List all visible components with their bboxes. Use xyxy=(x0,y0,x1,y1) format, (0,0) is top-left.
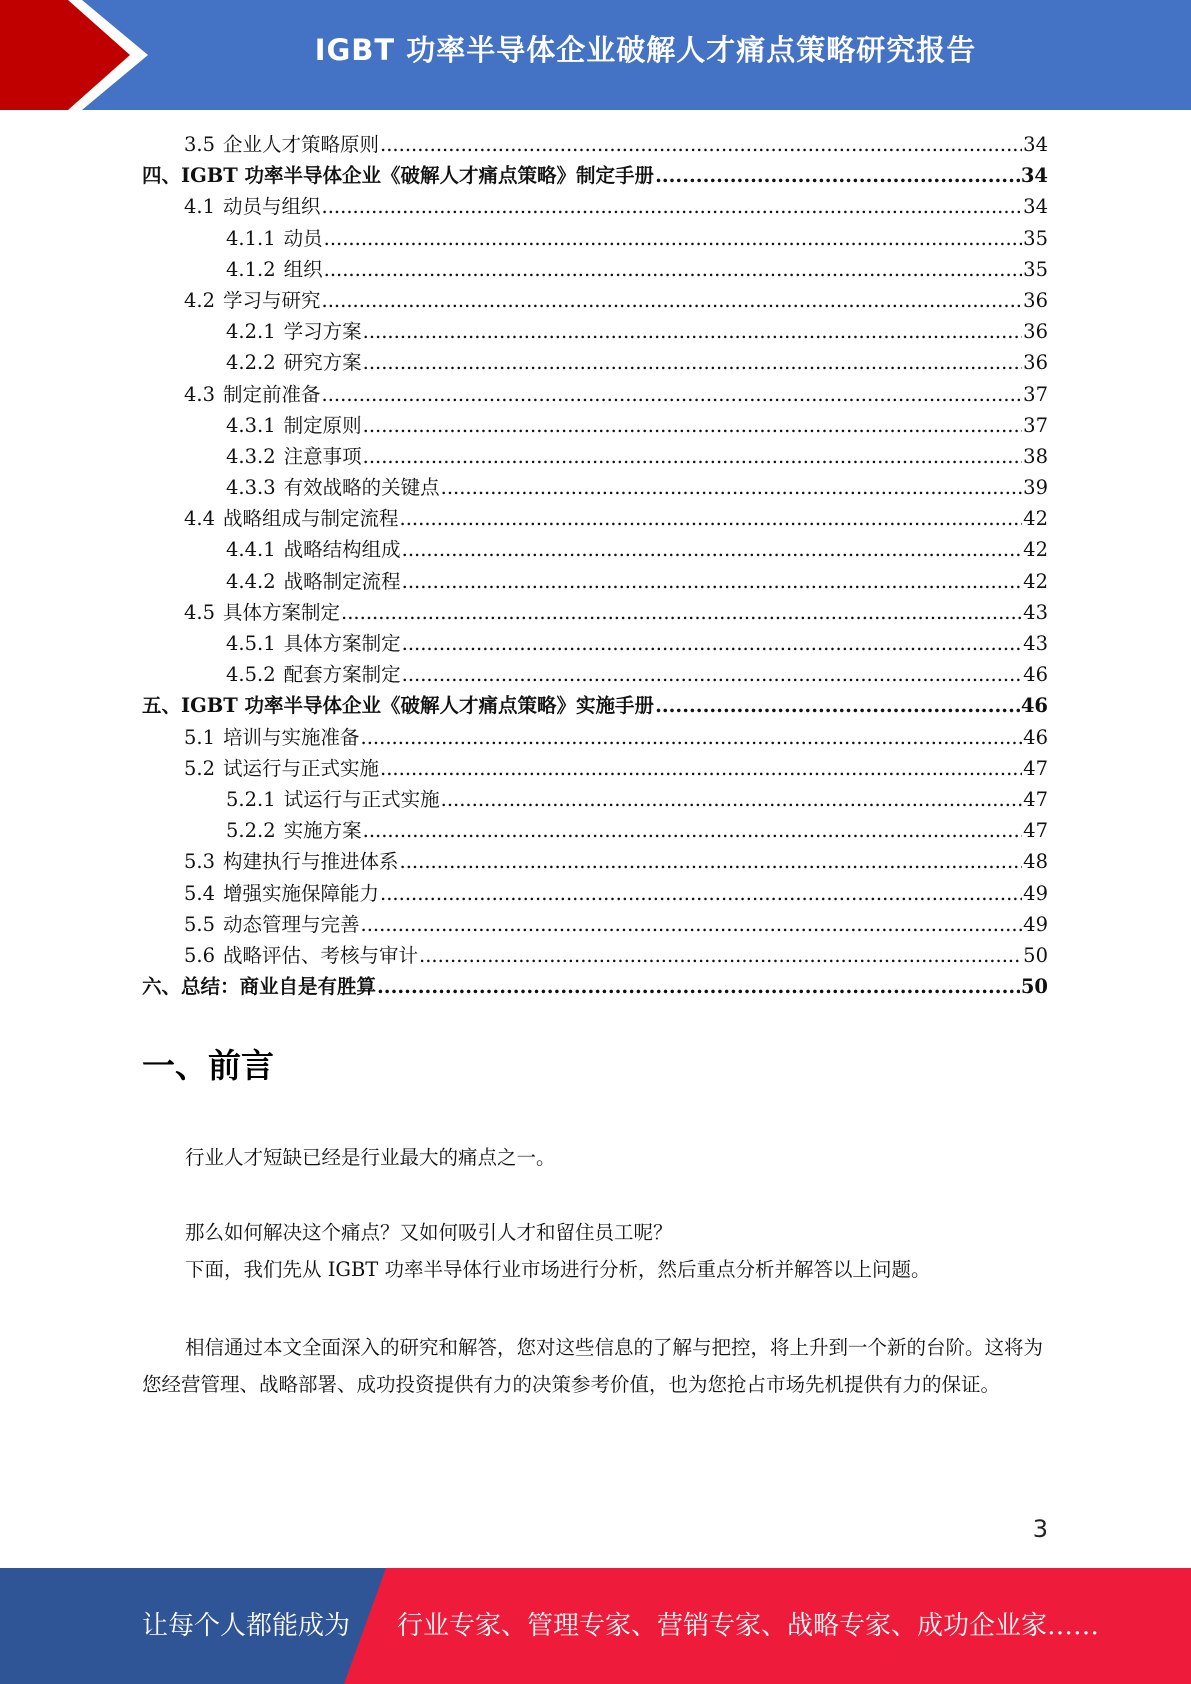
toc-entry-title: 企业人才策略原则 xyxy=(223,133,380,156)
toc-entry-number: 4.5.1 xyxy=(226,632,276,655)
toc-dot-leader xyxy=(419,944,1022,967)
toc-dot-leader xyxy=(363,414,1023,437)
toc-dot-leader xyxy=(402,663,1023,686)
toc-dot-leader xyxy=(402,570,1023,593)
toc-entry-page: 42 xyxy=(1023,507,1048,531)
toc-entry[interactable] xyxy=(142,940,1048,971)
toc-entry-page: 50 xyxy=(1023,943,1048,967)
toc-entry[interactable] xyxy=(142,379,1048,410)
toc-entry-number: 5.6 xyxy=(184,943,216,967)
toc-entry-page: 47 xyxy=(1023,819,1048,843)
header-banner xyxy=(0,0,1191,110)
toc-entry[interactable] xyxy=(142,316,1048,347)
toc-entry[interactable] xyxy=(142,628,1048,659)
toc-dot-leader xyxy=(380,882,1022,905)
toc-dot-leader xyxy=(363,351,1023,374)
toc-entry-title: 学习与研究 xyxy=(223,288,321,312)
report-title: IGBT 功率半导体企业破解人才痛点策略研究报告 xyxy=(314,33,977,67)
toc-entry-page: 36 xyxy=(1023,288,1048,312)
toc-entry[interactable] xyxy=(142,223,1048,254)
toc-entry[interactable] xyxy=(142,472,1048,503)
toc-entry-title: 四、IGBT 功率半导体企业《破解人才痛点策略》制定手册 xyxy=(142,164,655,188)
toc-dot-leader xyxy=(363,819,1023,842)
toc-entry-number: 4.2.1 xyxy=(226,320,276,344)
toc-entry-title: 六、总结：商业自是有胜算 xyxy=(142,975,377,999)
toc-entry-title: 学习方案 xyxy=(283,320,362,344)
toc-entry-title: 研究方案 xyxy=(283,351,362,375)
toc-entry[interactable] xyxy=(142,753,1048,784)
toc-entry-page: 46 xyxy=(1023,663,1048,687)
toc-entry-title: 增强实施保障能力 xyxy=(223,881,380,905)
toc-entry-number: 5.2.1 xyxy=(226,787,276,811)
toc-entry[interactable] xyxy=(142,441,1048,472)
toc-entry-number: 4.4 xyxy=(184,507,216,531)
paragraph: 下面，我们先从 IGBT 功率半导体行业市场进行分析，然后重点分析并解答以上问题。 xyxy=(185,1258,931,1281)
footer-slogan-right: 行业专家、管理专家、营销专家、战略专家、成功企业家…… xyxy=(397,1611,1100,1641)
paragraph: 行业人才短缺已经是行业最大的痛点之一。 xyxy=(185,1146,556,1169)
toc-dot-leader xyxy=(400,507,1023,530)
toc-entry[interactable] xyxy=(142,503,1048,534)
toc-entry-number: 3.5 xyxy=(184,133,216,156)
toc-entry-page: 38 xyxy=(1023,444,1048,468)
toc-entry-number: 5.3 xyxy=(184,850,216,874)
toc-dot-leader xyxy=(322,195,1023,218)
toc-dot-leader xyxy=(441,788,1023,811)
toc-entry[interactable] xyxy=(142,690,1048,721)
toc-entry[interactable] xyxy=(142,722,1048,753)
toc-entry[interactable] xyxy=(142,659,1048,690)
toc-entry-page: 36 xyxy=(1023,351,1048,375)
toc-entry-page: 35 xyxy=(1023,257,1048,281)
toc-entry-number: 4.1.2 xyxy=(226,257,276,281)
toc-entry-title: 战略制定流程 xyxy=(283,569,401,593)
toc-entry-number: 5.5 xyxy=(184,912,216,936)
toc-entry-title: 实施方案 xyxy=(283,819,362,843)
toc-entry[interactable] xyxy=(142,566,1048,597)
toc-entry-page: 46 xyxy=(1023,725,1048,749)
toc-dot-leader xyxy=(380,133,1022,156)
toc-entry[interactable] xyxy=(142,909,1048,940)
toc-entry-page: 39 xyxy=(1023,476,1048,500)
toc-entry-number: 4.3 xyxy=(184,382,216,406)
toc-dot-leader xyxy=(380,757,1022,780)
footer-banner xyxy=(0,1568,1191,1684)
toc-dot-leader xyxy=(441,476,1023,499)
toc-entry-number: 4.5 xyxy=(184,600,216,624)
toc-entry-title: 动员与组织 xyxy=(223,195,321,219)
toc-entry[interactable] xyxy=(142,597,1048,628)
toc-entry-title: 战略组成与制定流程 xyxy=(223,507,399,531)
toc-entry-title: 制定前准备 xyxy=(223,382,321,406)
toc-dot-leader xyxy=(377,975,1020,998)
toc-entry-title: 战略评估、考核与审计 xyxy=(223,943,419,967)
toc-entry-page: 47 xyxy=(1023,787,1048,811)
toc-entry-page: 35 xyxy=(1023,226,1048,250)
toc-entry-number: 4.3.3 xyxy=(226,476,276,500)
toc-entry-number: 4.2.2 xyxy=(226,351,276,375)
toc-entry-number: 5.1 xyxy=(184,725,216,749)
toc-entry-page: 50 xyxy=(1020,975,1048,999)
table-of-contents xyxy=(142,129,1048,1002)
toc-entry-page: 43 xyxy=(1023,600,1048,624)
toc-entry[interactable] xyxy=(142,534,1048,565)
toc-dot-leader xyxy=(322,383,1023,406)
toc-entry-title: 动态管理与完善 xyxy=(223,912,360,936)
toc-dot-leader xyxy=(655,164,1020,187)
toc-entry-number: 4.1.1 xyxy=(226,226,276,250)
toc-entry[interactable] xyxy=(142,815,1048,846)
toc-entry-title: 组织 xyxy=(283,257,323,281)
toc-entry-number: 4.1 xyxy=(184,195,216,219)
page-number: 3 xyxy=(1032,1515,1048,1543)
toc-entry-title: 战略结构组成 xyxy=(283,538,401,562)
toc-entry-page: 34 xyxy=(1020,164,1048,188)
toc-entry-title: 具体方案制定 xyxy=(283,632,401,655)
toc-entry-title: 五、IGBT 功率半导体企业《破解人才痛点策略》实施手册 xyxy=(142,694,655,718)
section-heading: 一、前言 xyxy=(142,1046,274,1085)
toc-entry-title: 制定原则 xyxy=(283,413,362,437)
toc-entry-number: 4.3.2 xyxy=(226,444,276,468)
toc-entry[interactable] xyxy=(142,347,1048,378)
toc-entry-number: 4.4.1 xyxy=(226,538,276,562)
toc-dot-leader xyxy=(402,632,1023,655)
toc-entry-number: 4.3.1 xyxy=(226,413,276,437)
toc-dot-leader xyxy=(322,289,1023,312)
toc-entry-title: 具体方案制定 xyxy=(223,600,341,624)
toc-entry-number: 4.5.2 xyxy=(226,663,276,687)
toc-dot-leader xyxy=(361,726,1023,749)
toc-entry-title: 试运行与正式实施 xyxy=(223,756,380,780)
toc-entry[interactable] xyxy=(142,784,1048,815)
toc-dot-leader xyxy=(324,258,1023,281)
toc-entry[interactable] xyxy=(142,846,1048,877)
toc-entry-page: 47 xyxy=(1023,756,1048,780)
toc-entry[interactable] xyxy=(142,285,1048,316)
toc-dot-leader xyxy=(361,913,1023,936)
toc-entry[interactable] xyxy=(142,878,1048,909)
toc-entry[interactable] xyxy=(142,191,1048,222)
toc-entry-page: 34 xyxy=(1023,133,1048,156)
toc-entry-page: 43 xyxy=(1023,632,1048,655)
toc-dot-leader xyxy=(400,850,1023,873)
toc-dot-leader xyxy=(363,320,1023,343)
toc-entry-page: 49 xyxy=(1023,912,1048,936)
toc-dot-leader xyxy=(341,601,1022,624)
toc-entry-title: 注意事项 xyxy=(283,444,362,468)
toc-entry[interactable] xyxy=(142,971,1048,1002)
header-arrow-decoration xyxy=(0,0,160,110)
toc-entry-title: 有效战略的关键点 xyxy=(283,476,440,500)
paragraph: 相信通过本文全面深入的研究和解答，您对这些信息的了解与把控，将上升到一个新的台阶。这将为您经营管理、战略部署、成功投资提供有力的决策参考价值，也为您抢占市场先机提供有力的保证。 xyxy=(142,1336,1044,1396)
toc-entry[interactable] xyxy=(142,410,1048,441)
toc-entry-number: 5.2 xyxy=(184,756,216,780)
toc-entry-title: 动员 xyxy=(283,226,323,250)
toc-entry-page: 42 xyxy=(1023,569,1048,593)
toc-entry-page: 37 xyxy=(1023,413,1048,437)
toc-entry[interactable] xyxy=(142,129,1048,160)
toc-dot-leader xyxy=(363,445,1023,468)
footer-slogan-left: 让每个人都能成为 xyxy=(142,1611,351,1641)
toc-entry[interactable] xyxy=(142,254,1048,285)
toc-entry[interactable] xyxy=(142,160,1048,191)
toc-entry-page: 34 xyxy=(1023,195,1048,219)
toc-entry-page: 37 xyxy=(1023,382,1048,406)
toc-entry-page: 48 xyxy=(1023,850,1048,874)
toc-entry-number: 4.4.2 xyxy=(226,569,276,593)
toc-entry-number: 4.2 xyxy=(184,288,216,312)
toc-entry-page: 46 xyxy=(1020,694,1048,718)
toc-entry-title: 培训与实施准备 xyxy=(223,725,360,749)
toc-entry-title: 构建执行与推进体系 xyxy=(223,850,399,874)
paragraph: 那么如何解决这个痛点？又如何吸引人才和留住员工呢？ xyxy=(185,1221,673,1244)
toc-entry-number: 5.4 xyxy=(184,881,216,905)
toc-entry-page: 49 xyxy=(1023,881,1048,905)
toc-entry-number: 5.2.2 xyxy=(226,819,276,843)
toc-dot-leader xyxy=(324,227,1023,250)
toc-dot-leader xyxy=(402,538,1023,561)
toc-entry-title: 配套方案制定 xyxy=(283,663,401,687)
toc-entry-page: 36 xyxy=(1023,320,1048,344)
toc-entry-title: 试运行与正式实施 xyxy=(283,787,440,811)
toc-entry-page: 42 xyxy=(1023,538,1048,562)
toc-dot-leader xyxy=(655,694,1020,717)
